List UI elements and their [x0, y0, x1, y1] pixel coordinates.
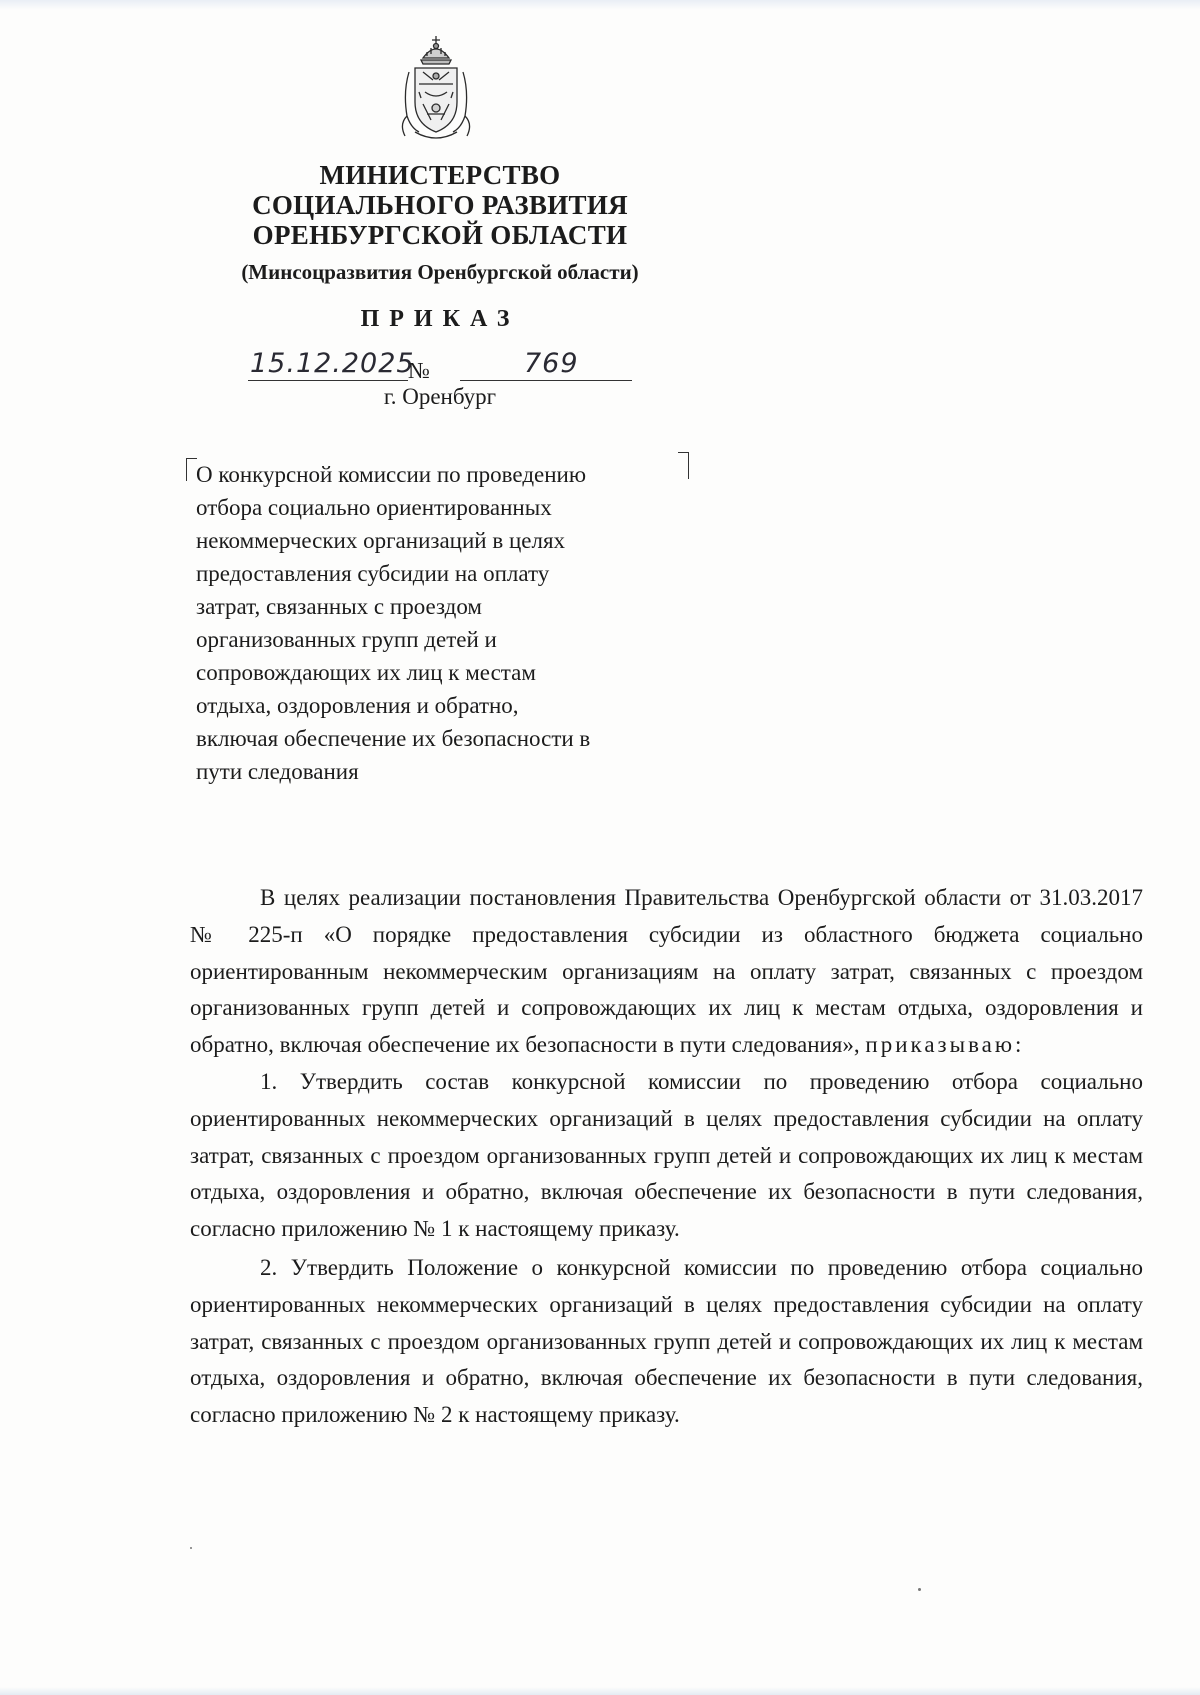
subject-line: О конкурсной комиссии по проведению: [196, 462, 587, 487]
subject-line: отдыха, оздоровления и обратно,: [196, 693, 519, 718]
order-date: 15.12.2025: [250, 348, 415, 379]
city-name: г. Оренбург: [383, 384, 497, 409]
scan-edge-bottom: [0, 1687, 1200, 1695]
subject-line: предоставления субсидии на оплату: [196, 561, 550, 586]
preamble-text: В целях реализации постановления Правительства Оренбургской области от 31.03.2017 № 225-п «О порядке предоставления субсидии из областного бюджета социально ориентированным некоммерческим организациям на оплату затрат, связанных с проездом организованных групп детей и сопровождающих их лиц к местам отдыха, оздоровления и обратно, включая обеспечение их безопасности в пути следования»,: [190, 885, 1143, 1058]
subject-line: отбора социально ориентированных: [196, 495, 552, 520]
subject-line: сопровождающих их лиц к местам: [196, 660, 536, 685]
date-underline: [248, 380, 408, 381]
subject-line: некоммерческих организаций в целях: [196, 528, 566, 553]
order-title: ПРИКАЗ: [360, 306, 520, 332]
org-short-name: (Минсоцразвития Оренбургской области): [241, 260, 639, 284]
order-item-2: 2. Утвердить Положение о конкурсной комиссии по проведению отбора социально ориентированных некоммерческих организаций в целях предоставления субсидии на оплату затрат, связанных с проездом организованных групп детей и сопровождающих их лиц к местам отдыха, оздоровления и обратно, включая обеспечение их безопасности в пути следования, согласно приложению № 2 к настоящему приказу.: [190, 1254, 1143, 1428]
subject-line: пути следования: [196, 759, 359, 784]
coat-of-arms-icon: [397, 32, 475, 142]
subject-line: организованных групп детей и: [196, 627, 497, 652]
org-name-line-3: ОРЕНБУРГСКОЙ ОБЛАСТИ: [252, 220, 628, 250]
subject-line: включая обеспечение их безопасности в: [196, 726, 591, 751]
number-underline: [460, 380, 632, 381]
scan-speck: [190, 1547, 192, 1549]
org-name-line-2: СОЦИАЛЬНОГО РАЗВИТИЯ: [252, 190, 628, 220]
order-body: [190, 880, 1143, 1434]
date-number-line: [248, 350, 638, 384]
order-item-1: 1. Утвердить состав конкурсной комиссии по проведению отбора социально ориентированных некоммерческих организаций в целях предоставления субсидии на оплату затрат, связанных с проездом организованных групп детей и сопровождающих их лиц к местам отдыха, оздоровления и обратно, включая обеспечение их безопасности в пути следования, согласно приложению № 1 к настоящему приказу.: [190, 1068, 1143, 1242]
preamble-verb: приказываю:: [865, 1032, 1025, 1058]
scan-edge-top: [0, 0, 1200, 10]
subject-bracket-right: [678, 452, 689, 479]
org-name-line-1: МИНИСТЕРСТВО: [319, 160, 561, 190]
preamble-paragraph: [190, 880, 1143, 1064]
subject-line: затрат, связанных с проездом: [196, 594, 482, 619]
number-sign: №: [408, 358, 430, 383]
order-number: 769: [524, 348, 579, 379]
scan-speck: [918, 1588, 921, 1591]
